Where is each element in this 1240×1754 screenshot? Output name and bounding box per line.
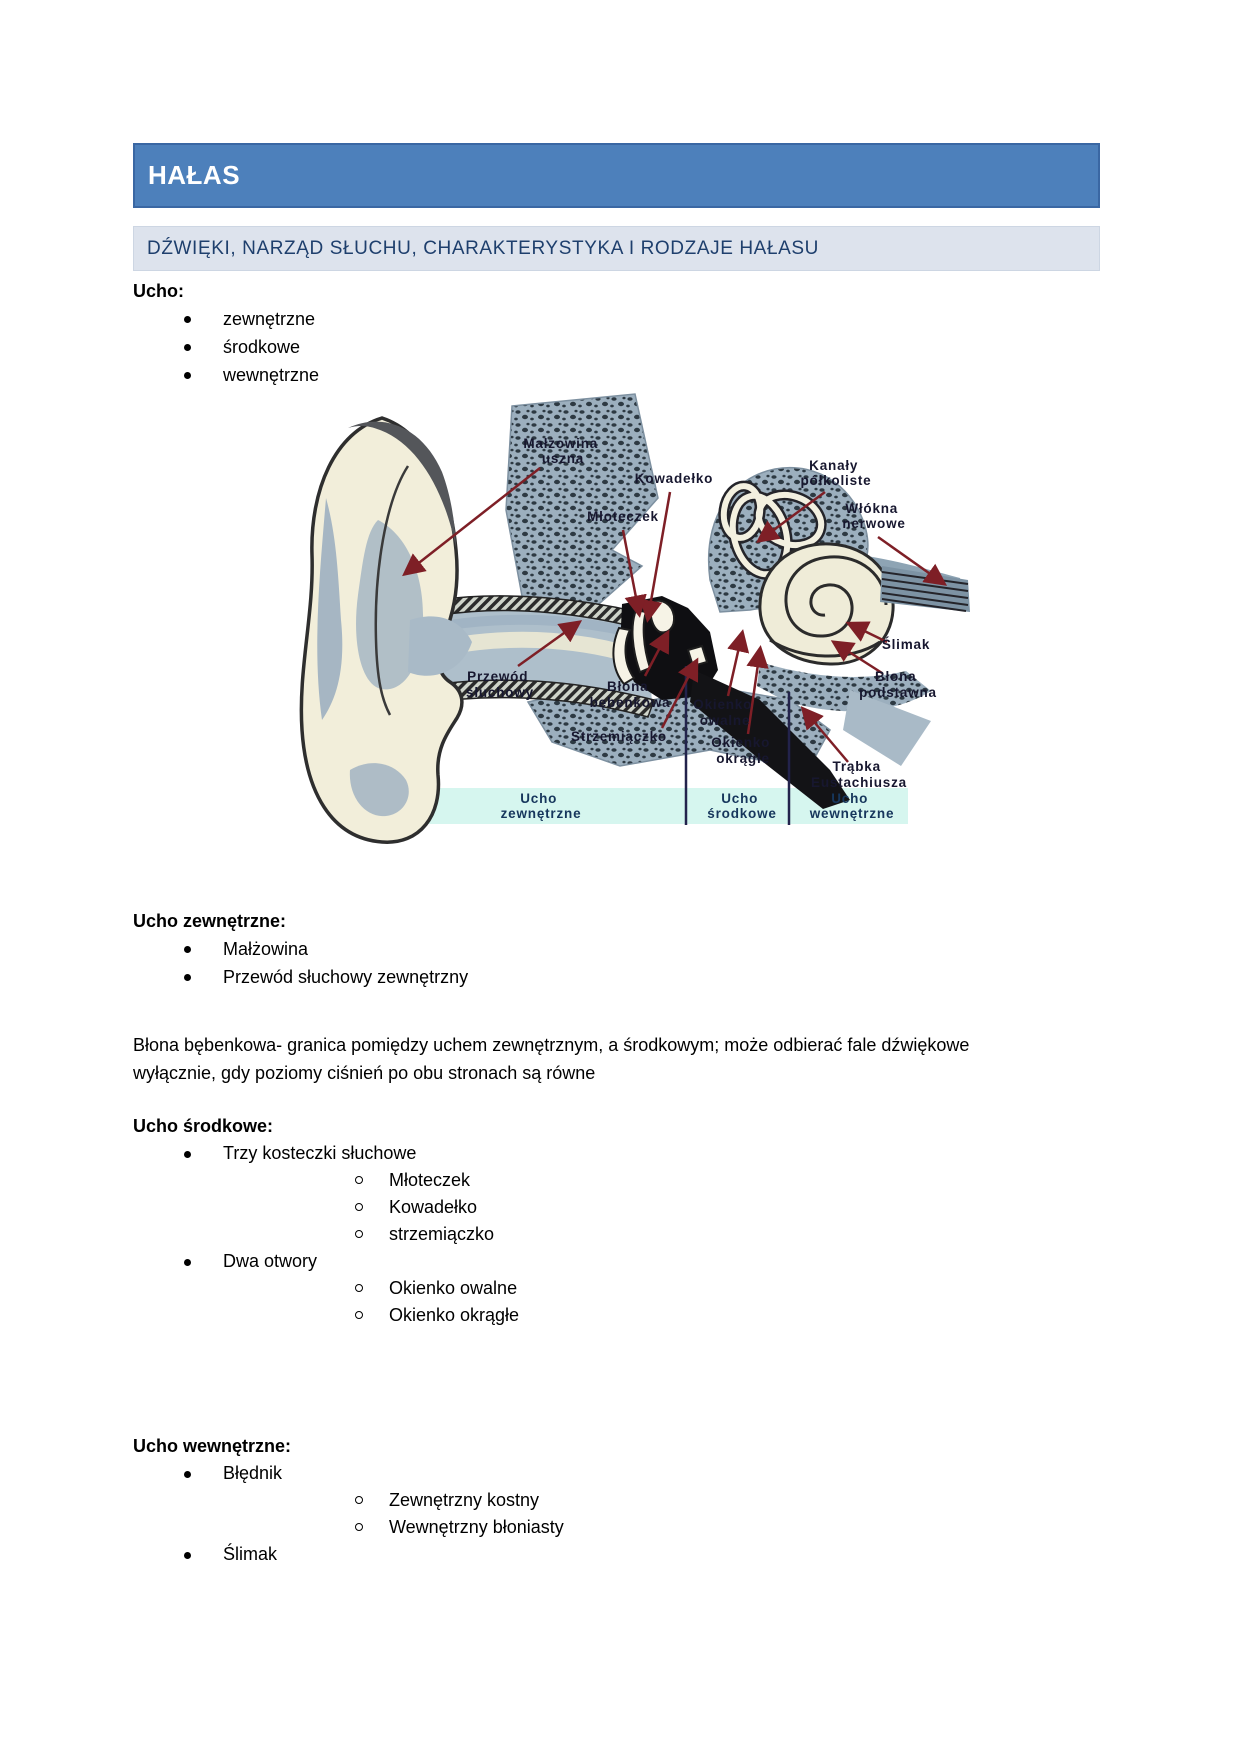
outer-ear-heading: Ucho zewnętrzne: (133, 911, 287, 931)
diagram-label-kowadelko: Kowadełko (634, 471, 714, 486)
diagram-label-wlokna-nerwowe: Włókna nerwowe (842, 501, 906, 531)
list-item-label: Dwa otwory (223, 1251, 318, 1271)
region-label-ucho-zewnetrzne: Ucho zewnętrzne (500, 791, 582, 821)
sublist (223, 1275, 1100, 1329)
diagram-label-blona-bebenkowa: Błona bębenkowa (589, 679, 671, 710)
sublist (223, 1487, 1100, 1541)
temporal-bone-upper (506, 394, 658, 612)
diagram-label-mloteczek: Młoteczek (587, 509, 659, 524)
membrane-note-paragraph: Błona bębenkowa- granica pomiędzy uchem zewnętrznym, a środkowym; może odbierać fale dźwiękowe wyłącznie, gdy poziomy ciśnień po obu stronach są równe (133, 1035, 970, 1083)
sublist-item: Wewnętrzny błoniasty (223, 1514, 1100, 1541)
inner-ear-heading: Ucho wewnętrzne: (133, 1436, 292, 1456)
title-bar (133, 143, 1100, 208)
outer-ear-list (133, 935, 1100, 991)
diagram-label-kanaly-polkoliste: Kanały półkoliste (800, 458, 872, 488)
list-item (133, 1460, 1100, 1541)
region-label-ucho-srodkowe: Ucho środkowe (707, 791, 777, 821)
sublist-item: Zewnętrzny kostny (223, 1487, 1100, 1514)
list-item: Małżowina (133, 935, 1100, 963)
middle-ear-section (133, 1112, 1100, 1329)
diagram-label-blona-podstawna: Błona podstawna (859, 669, 937, 700)
list-item (133, 1140, 1100, 1248)
list-item (133, 1248, 1100, 1329)
page-title: HAŁAS (148, 160, 241, 190)
list-item (133, 1541, 1100, 1568)
sublist-item: Młoteczek (223, 1167, 1100, 1194)
diagram-label-okienko-okragle: Okienko okrągłe (711, 735, 771, 766)
list-item-label: Trzy kosteczki słuchowe (223, 1143, 417, 1163)
sublist-item: Okienko owalne (223, 1275, 1100, 1302)
middle-ear-heading: Ucho środkowe: (133, 1116, 274, 1136)
region-label-ucho-wewnetrzne: Ucho wewnętrzne (809, 791, 895, 821)
sublist (223, 1167, 1100, 1248)
diagram-label-trabka-eustachiusza: Trąbka Eustachiusza (811, 759, 907, 790)
ear-anatomy-diagram (290, 370, 990, 855)
cochlea (760, 544, 893, 664)
ear-anatomy-svg (290, 370, 990, 855)
intro-heading: Ucho: (133, 281, 184, 301)
subtitle-bar (133, 226, 1100, 271)
diagram-label-strzemiaczko: Strzemiączko (571, 729, 667, 744)
inner-ear-list (133, 1460, 1100, 1568)
list-item: środkowe (133, 333, 1100, 361)
sublist-item: strzemiączko (223, 1221, 1100, 1248)
list-item: zewnętrzne (133, 305, 1100, 333)
diagram-label-okienko-owalne: Okienko owalne (693, 697, 753, 728)
list-item-label: Błędnik (223, 1463, 283, 1483)
outer-ear-section (133, 907, 1100, 991)
sublist-item: Okienko okrągłe (223, 1302, 1100, 1329)
section-subtitle: DŹWIĘKI, NARZĄD SŁUCHU, CHARAKTERYSTYKA I RODZAJE HAŁASU (147, 237, 819, 259)
diagram-label-malzowina-uszna: Małżowina uszna (523, 436, 599, 466)
sublist-item: Kowadełko (223, 1194, 1100, 1221)
list-item: Przewód słuchowy zewnętrzny (133, 963, 1100, 991)
ear-pinna (301, 418, 472, 842)
list-item: wewnętrzne (133, 361, 1100, 389)
middle-ear-list (133, 1140, 1100, 1329)
diagram-label-przewod-sluchowy: Przewód słuchowy (466, 669, 534, 700)
diagram-label-slimak: Ślimak (881, 637, 931, 652)
list-item-label: Ślimak (223, 1544, 278, 1564)
inner-ear-section (133, 1432, 1100, 1568)
